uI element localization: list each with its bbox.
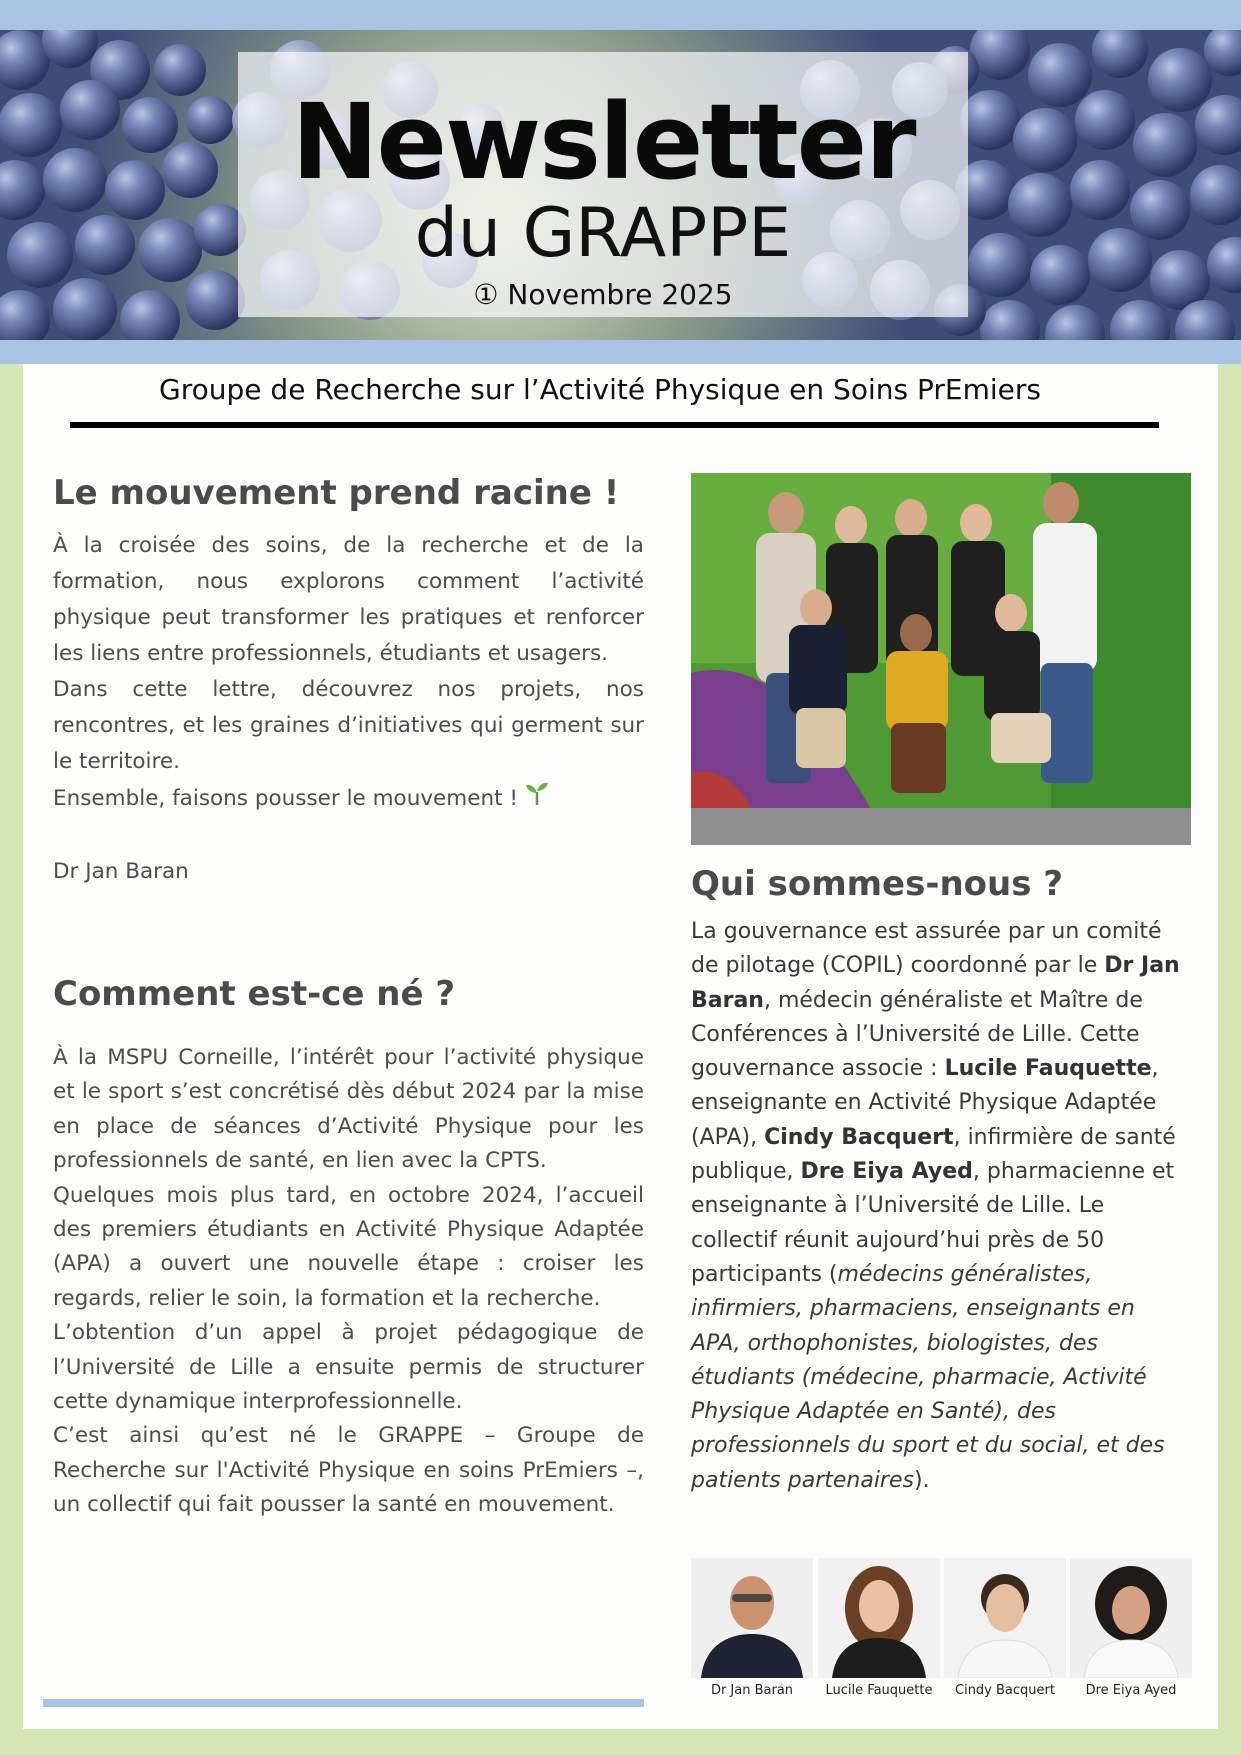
- portrait-photo: [944, 1558, 1066, 1678]
- team-member-name: Cindy Bacquert: [955, 1683, 1055, 1698]
- team-member-name: Lucile Fauquette: [825, 1683, 933, 1698]
- team-member-name: Dre Eiya Ayed: [1085, 1683, 1177, 1698]
- portrait-photo: [691, 1558, 813, 1678]
- about-heading: Qui sommes-nous ?: [691, 864, 1064, 904]
- sprout-icon: [525, 780, 549, 818]
- origin-paragraph: C’est ainsi qu’est né le GRAPPE – Groupe de Recherche sur l'Activité Physique en soins PrEmiers –, un collectif qui fait pousser la santé en mouvement.: [53, 1423, 644, 1518]
- portrait-photo: [1070, 1558, 1192, 1678]
- header-banner: [0, 30, 1241, 340]
- intro-closing: Ensemble, faisons pousser le mouvement !: [53, 786, 518, 811]
- issue-date: ① Novembre 2025: [473, 278, 733, 311]
- tagline: Groupe de Recherche sur l’Activité Physique en Soins PrEmiers: [159, 373, 1041, 406]
- tagline-rule: [70, 422, 1159, 428]
- origin-paragraph: Quelques mois plus tard, en octobre 2024, l’accueil des premiers étudiants en Activité Physique Adaptée (APA) a ouvert une nouvelle étape : croiser les regards, relier le soin, la formation et la recherche.: [53, 1182, 644, 1311]
- about-text: [691, 915, 1191, 1498]
- about-text-part: , médecin généraliste et Maître de Conférences à l’Université de Lille. Cette gouvernance associe :: [691, 987, 1143, 1082]
- origin-paragraph: L’obtention d’un appel à projet pédagogique de l’Université de Lille a ensuite permis de structurer cette dynamique interprofessionnelle.: [53, 1320, 644, 1415]
- about-text-part: , pharmacienne et enseignante à l’Université de Lille. Le collectif réunit aujourd’hui près de 50 participants (: [691, 1159, 1175, 1287]
- newsletter-subtitle: du GRAPPE: [414, 194, 792, 273]
- team-member: [691, 1558, 813, 1704]
- top-color-strip: [0, 0, 1241, 30]
- header-divider-strip: [0, 340, 1241, 364]
- intro-signature: Dr Jan Baran: [53, 859, 189, 884]
- intro-text: [53, 528, 644, 890]
- participants-list: médecins généralistes, infirmiers, pharmaciens, enseignants en APA, orthophonistes, biologistes, des étudiants (médecine, pharmacie, Activité Physique Adaptée en Santé), des professionnels du sport et du social, et des patients partenaires: [691, 1261, 1165, 1493]
- about-text-part: , infirmière de santé publique,: [691, 1124, 1176, 1185]
- portrait-photo: [818, 1558, 940, 1678]
- intro-paragraph: Dans cette lettre, découvrez nos projets, nos rencontres, et les graines d’initiatives qui germent sur le territoire.: [53, 677, 644, 774]
- member-name: Dre Eiya Ayed: [800, 1159, 973, 1185]
- group-photo: [691, 473, 1191, 845]
- intro-heading: Le mouvement prend racine !: [53, 473, 620, 513]
- member-name: Cindy Bacquert: [764, 1124, 954, 1150]
- origin-heading: Comment est-ce né ?: [53, 974, 456, 1014]
- bottom-accent-bar: [43, 1699, 644, 1707]
- title-box: [238, 52, 968, 317]
- about-text-part: , enseignante en Activité Physique Adaptée (APA),: [691, 1056, 1159, 1150]
- team-member: [818, 1558, 940, 1704]
- origin-paragraph: À la MSPU Corneille, l’intérêt pour l’activité physique et le sport s’est concrétisé dès début 2024 par la mise en place de séances d’Activité Physique pour les professionnels de santé, en lien avec la CPTS.: [53, 1045, 644, 1174]
- team-member: [944, 1558, 1066, 1704]
- about-text-part: La gouvernance est assurée par un comité de pilotage (COPIL) coordonné par le: [691, 919, 1162, 979]
- coordinator-name: Dr Jan Baran: [691, 953, 1180, 1013]
- newsletter-title: Newsletter: [291, 81, 915, 203]
- origin-text: [53, 1041, 644, 1523]
- intro-closing-line: [53, 780, 644, 818]
- team-member: [1070, 1558, 1192, 1704]
- team-member-name: Dr Jan Baran: [710, 1683, 794, 1698]
- about-text-part: ).: [913, 1467, 930, 1493]
- intro-paragraph: À la croisée des soins, de la recherche et de la formation, nous explorons comment l’activité physique peut transformer les pratiques et renforcer les liens entre professionnels, étudiants et usagers.: [53, 533, 644, 666]
- member-name: Lucile Fauquette: [944, 1056, 1152, 1082]
